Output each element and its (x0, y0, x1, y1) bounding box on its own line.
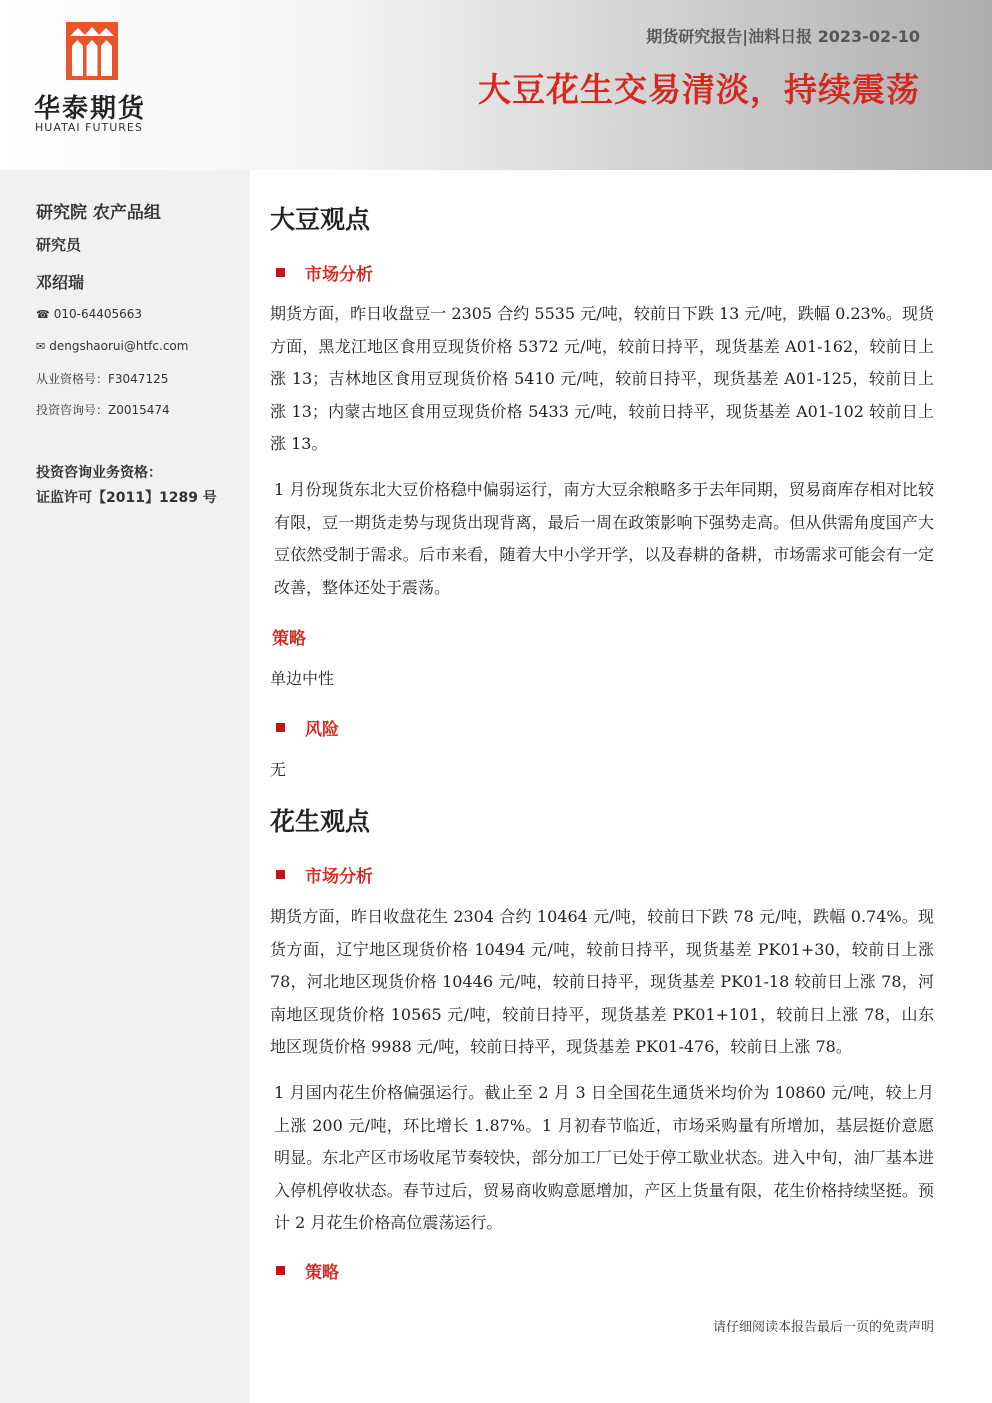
research-group: 研究院 农产品组 (36, 203, 161, 223)
license-number: 证监许可【2011】1289 号 (36, 490, 217, 506)
mail-icon: ✉ (36, 340, 46, 353)
researcher-name: 邓绍瑞 (36, 273, 85, 292)
soy-risk: 无 (270, 760, 287, 779)
soy-risk-heading (276, 715, 339, 740)
soy-risk-heading-text: 风险 (305, 720, 339, 740)
email-line (36, 339, 188, 353)
phone-icon: ☎ (36, 308, 50, 321)
bullet-icon (276, 870, 285, 879)
soy-section-title: 大豆观点 (270, 205, 371, 234)
bullet-icon (276, 268, 285, 277)
soy-market-paragraph-1: 期货方面，昨日收盘豆一 2305 合约 5535 元/吨，较前日下跌 13 元/吨，跌幅 0.23%。现货方面，黑龙江地区食用豆现货价格 5372 元/吨，较前日持平，现货基差 A01-162，较前日上涨 13；吉林地区食用豆现货价格 5410 元/吨，较前日持平，现货基差 A01-125，较前日上涨 13；内蒙古地区食用豆现货价格 5433 元/吨，较前日持平，现货基差 A01-102 较前日上涨 13。 (270, 304, 934, 453)
phone-line (36, 307, 142, 321)
soy-market-paragraph-2: 1 月份现货东北大豆价格稳中偏弱运行，南方大豆余粮略多于去年同期，贸易商库存相对比较有限，豆一期货走势与现货出现背离，最后一周在政策影响下强势走高。但从供需角度国产大豆依然受制于需求。后市来看，随着大中小学开学，以及春耕的备耕，市场需求可能会有一定改善，整体还处于震荡。 (274, 480, 934, 597)
soy-strategy: 单边中性 (270, 669, 335, 688)
peanut-market-paragraph-2: 1 月国内花生价格偏强运行。截止至 2 月 3 日全国花生通货米均价为 10860 元/吨，较上月上涨 200 元/吨，环比增长 1.87%。1 月初春节临近，市场采购量有所增加，基层挺价意愿明显。东北产区市场收尾节奏较快，部分加工厂已处于停工歇业状态。进入中旬，油厂基本进入停机停收状态。春节过后，贸易商收购意愿增加，产区上货量有限，花生价格持续坚挺。预计 2 月花生价格高位震荡运行。 (274, 1083, 934, 1232)
peanut-strategy-heading-text: 策略 (305, 1263, 339, 1283)
logo-chinese-name: 华泰期货 (34, 94, 147, 124)
soy-market-heading (276, 260, 373, 285)
report-title: 大豆花生交易清淡，持续震荡 (478, 70, 920, 109)
peanut-market-paragraph-1: 期货方面，昨日收盘花生 2304 合约 10464 元/吨，较前日下跌 78 元/吨，跌幅 0.74%。现货方面，辽宁地区现货价格 10494 元/吨，较前日持平，现货基差 PK01+30，较前日上涨 78，河北地区现货价格 10446 元/吨，较前日持平，现货基差 PK01-18 较前日上涨 78，河南地区现货价格 10565 元/吨，较前日持平，现货基差 PK01+101，较前日上涨 78，山东地区现货价格 9988 元/吨，较前日持平，现货基差 PK01-476，较前日上涨 78。 (270, 907, 934, 1056)
bullet-icon (276, 1266, 285, 1275)
email-address[interactable]: dengshaorui@htfc.com (49, 339, 189, 353)
huatai-logo-icon (66, 22, 118, 80)
peanut-market-heading-text: 市场分析 (305, 867, 373, 887)
disclaimer-note: 请仔细阅读本报告最后一页的免责声明 (712, 1320, 934, 1335)
peanut-section-title: 花生观点 (270, 807, 371, 836)
consulting-number: 投资咨询号：Z0015474 (36, 403, 170, 417)
sidebar (0, 170, 250, 1403)
soy-strategy-heading: 策略 (272, 629, 306, 649)
researcher-role: 研究员 (36, 236, 82, 254)
soy-market-heading-text: 市场分析 (305, 265, 373, 285)
qualification-number: 从业资格号：F3047125 (36, 372, 169, 386)
phone-number: 010-64405663 (53, 307, 143, 321)
bullet-icon (276, 723, 285, 732)
license-title: 投资咨询业务资格： (36, 465, 162, 481)
report-meta: 期货研究报告|油料日报 2023-02-10 (646, 27, 920, 46)
peanut-market-heading (276, 862, 373, 887)
logo-english-name: HUATAI FUTURES (35, 121, 143, 134)
peanut-strategy-heading (276, 1258, 339, 1283)
report-header (0, 0, 992, 170)
